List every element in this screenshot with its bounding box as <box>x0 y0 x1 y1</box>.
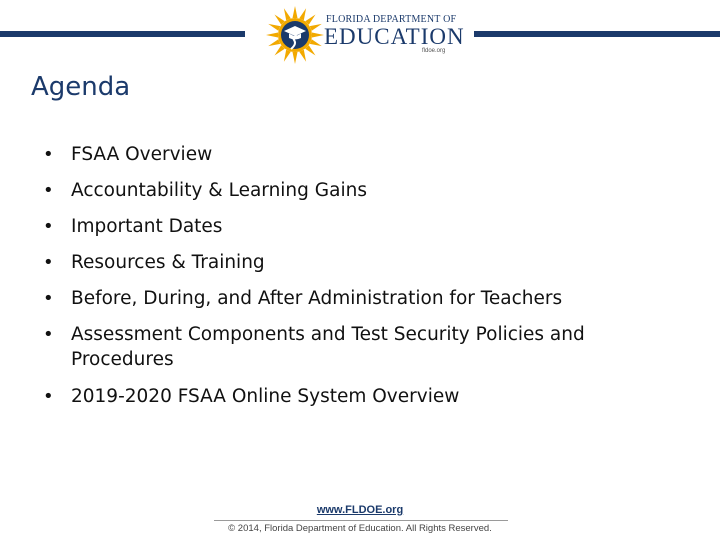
agenda-item-text: 2019-2020 FSAA Online System Overview <box>71 386 460 407</box>
footer-website-link[interactable]: www.FLDOE.org <box>316 504 404 516</box>
logo-name: EDUCATION <box>324 24 465 49</box>
bullet: • <box>43 288 54 309</box>
agenda-item-text: FSAA Overview <box>71 144 213 165</box>
bullet: • <box>43 180 54 201</box>
page-title: Agenda <box>31 72 131 102</box>
agenda-item-text: Before, During, and After Administration for Teachers <box>71 288 563 309</box>
bullet: • <box>43 324 54 345</box>
agenda-item-text: Resources & Training <box>71 252 265 273</box>
sun-emblem-icon <box>264 4 326 66</box>
agenda-item <box>43 384 663 409</box>
bullet: • <box>43 252 54 273</box>
logo-site: fldoe.org <box>422 48 446 54</box>
agenda-item <box>43 142 663 167</box>
footer-divider <box>214 520 508 521</box>
bullet: • <box>43 386 54 407</box>
header-rule-left <box>0 31 245 37</box>
agenda-item-text: Important Dates <box>71 216 223 237</box>
fldoe-logo <box>264 4 464 66</box>
footer-copyright: © 2014, Florida Department of Education. All Rights Reserved. <box>228 523 492 534</box>
agenda-item-text: Assessment Components and Test Security Policies and Procedures <box>71 324 585 370</box>
agenda-item <box>43 286 663 311</box>
bullet: • <box>43 216 54 237</box>
bullet: • <box>43 144 54 165</box>
agenda-item <box>43 178 663 203</box>
agenda-item <box>43 214 663 239</box>
header-rule-right <box>474 31 720 37</box>
logo-org-line: FLORIDA DEPARTMENT OF <box>326 14 457 25</box>
agenda-item <box>43 250 663 275</box>
agenda-item <box>43 322 663 372</box>
agenda-item-text: Accountability & Learning Gains <box>71 180 367 201</box>
